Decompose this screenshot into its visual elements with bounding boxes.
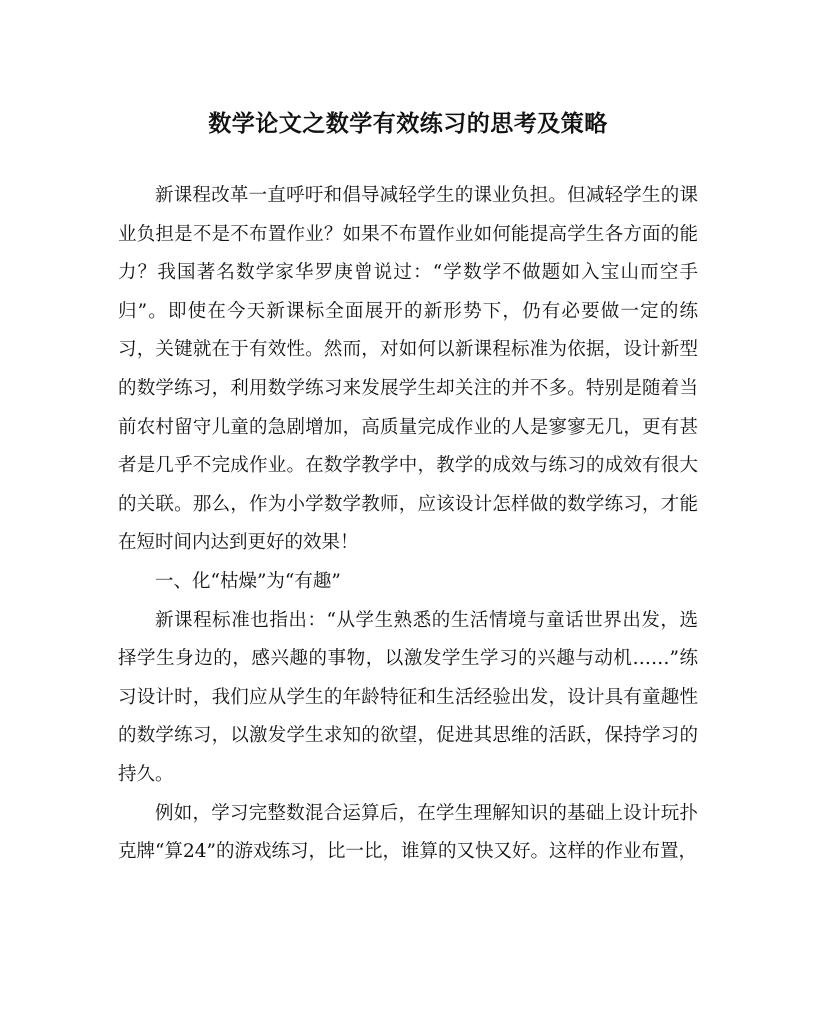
paragraph-example: 例如，学习完整数混合运算后，在学生理解知识的基础上设计玩扑克牌“算24”的游戏练习，比一比，谁算的又快又好。这样的作业布置，	[118, 802, 698, 863]
paragraph-curriculum-standard: 新课程标准也指出：“从学生熟悉的生活情境与童话世界出发，选择学生身边的，感兴趣的事物，以激发学生学习的兴趣与动机……”练习设计时，我们应从学生的年龄特征和生活经验出发，设计具有童趣性的数学练习，以激发学生求知的欲望，促进其思维的活跃，保持学习的持久。	[118, 609, 698, 785]
section-heading-1: 一、化“枯燥”为“有趣”	[155, 570, 341, 592]
document-body	[118, 177, 698, 872]
document-title: 数学论文之数学有效练习的思考及策略	[208, 110, 608, 137]
paragraph-intro: 新课程改革一直呼吁和倡导减轻学生的课业负担。但减轻学生的课业负担是不是不布置作业？如果不布置作业如何能提高学生各方面的能力？我国著名数学家华罗庚曾说过：“学数学不做题如入宝山而空手归”。即使在今天新课标全面展开的新形势下，仍有必要做一定的练习，关键就在于有效性。然而，对如何以新课程标准为依据，设计新型的数学练习，利用数学练习来发展学生却关注的并不多。特别是随着当前农村留守儿童的急剧增加，高质量完成作业的人是寥寥无几，更有甚者是几乎不完成作业。在数学教学中，教学的成效与练习的成效有很大的关联。那么，作为小学数学教师，应该设计怎样做的数学练习，才能在短时间内达到更好的效果！	[118, 185, 698, 554]
